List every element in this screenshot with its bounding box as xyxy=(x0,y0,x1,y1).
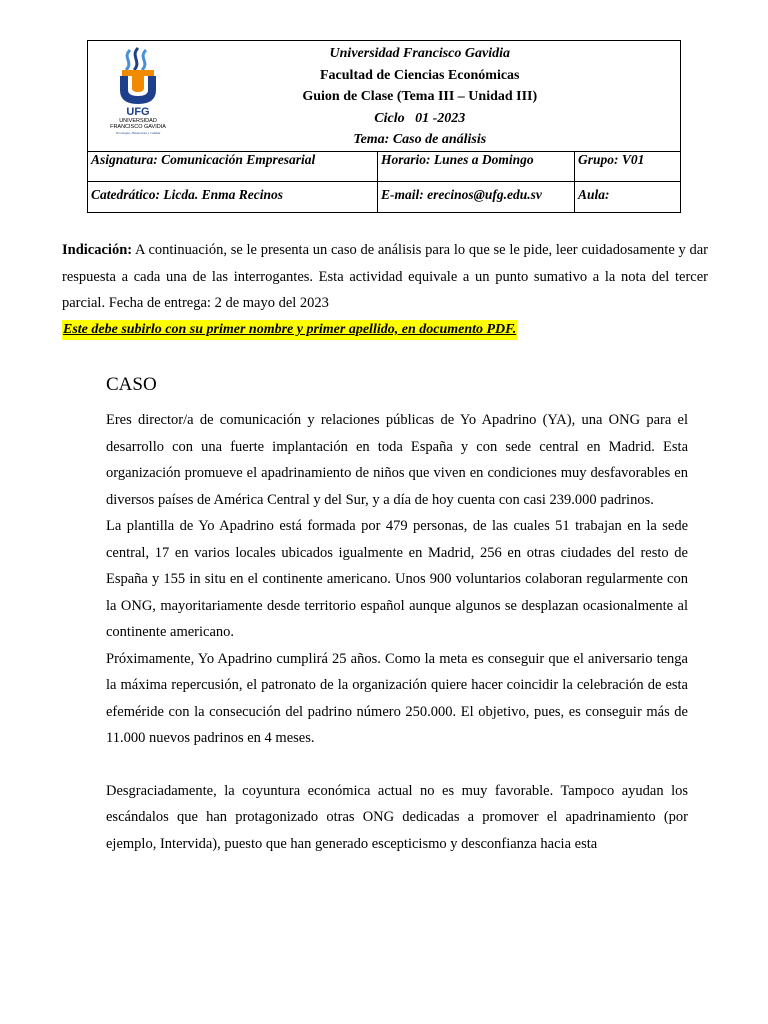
faculty-name: Facultad de Ciencias Económicas xyxy=(320,67,520,83)
title-cell xyxy=(160,41,681,152)
logo-line1: UNIVERSIDAD xyxy=(119,118,157,124)
teacher-cell: Catedrático: Licda. Enma Recinos xyxy=(88,182,378,213)
case-paragraph: Próximamente, Yo Apadrino cumplirá 25 años. Como la meta es conseguir que el aniversario tenga la máxima repercusión, el patronato de la organización quiere hacer coincidir la celebración de esta efeméride con la consecución del padrino número 250.000. El objetivo, pues, es conseguir más de 11.000 nuevos padrinos en 4 meses. xyxy=(106,650,688,746)
submission-note: Este debe subirlo con su primer nombre y primer apellido, en documento PDF. xyxy=(62,320,517,340)
logo-line2: FRANCISCO GAVIDIA xyxy=(110,124,166,130)
case-paragraph: La plantilla de Yo Apadrino está formada por 479 personas, de las cuales 51 trabajan en la sede central, 17 en varios locales ubicados igualmente en Madrid, 256 en otras ciudades del resto de España y 155 in situ en el continente americano. Unos 900 voluntarios colaboran regularmente con la ONG, mayoritariamente desde territorio español aunque algunos se desplazan ocasionalmente al continente americano. xyxy=(106,518,688,640)
logo-tagline: Tecnología, Humanismo y Calidad xyxy=(115,131,161,135)
logo-acronym: UFG xyxy=(126,106,150,118)
cycle: Ciclo 01 -2023 xyxy=(374,110,466,126)
case-paragraph: Eres director/a de comunicación y relaciones públicas de Yo Apadrino (YA), una ONG para el desarrollo con una fuerte implantación en toda España y con sede central en Madrid. Esta organización promueve el apadrinamiento de niños que viven en condiciones muy desfavorables en diversos países de América Central y del Sur, y a día de hoy cuenta con casi 239.000 padrinos. xyxy=(106,412,688,508)
classroom-cell: Aula: xyxy=(575,182,681,213)
guide-title: Guion de Clase (Tema III – Unidad III) xyxy=(302,89,538,104)
indication-label: Indicación: xyxy=(62,242,133,258)
header-table xyxy=(87,40,681,213)
schedule-cell: Horario: Lunes a Domingo xyxy=(378,152,575,182)
case-paragraph: Desgraciadamente, la coyuntura económica actual no es muy favorable. Tampoco ayudan los escándalos que han protagonizado otras ONG dedicadas a promover el apadrinamiento (por ejemplo, Intervida), puesto que han generado escepticismo y desconfianza hacia esta xyxy=(106,782,688,852)
email-cell: E-mail: erecinos@ufg.edu.sv xyxy=(378,182,575,213)
topic: Tema: Caso de análisis xyxy=(353,132,487,147)
group-cell: Grupo: V01 xyxy=(575,152,681,182)
case-title: CASO xyxy=(106,374,157,395)
indication-paragraph xyxy=(62,237,708,317)
case-body xyxy=(106,407,688,857)
indication-text: A continuación, se le presenta un caso de análisis para lo que se le pide, leer cuidadosamente y dar respuesta a cada una de las interrogantes. Esta actividad equivale a un punto sumativo a la nota del tercer parcial. Fecha de entrega: 2 de mayo del 2023 xyxy=(62,242,708,311)
university-name: Universidad Francisco Gavidia xyxy=(329,46,510,61)
subject-cell: Asignatura: Comunicación Empresarial xyxy=(88,152,378,182)
ufg-logo xyxy=(100,44,176,140)
